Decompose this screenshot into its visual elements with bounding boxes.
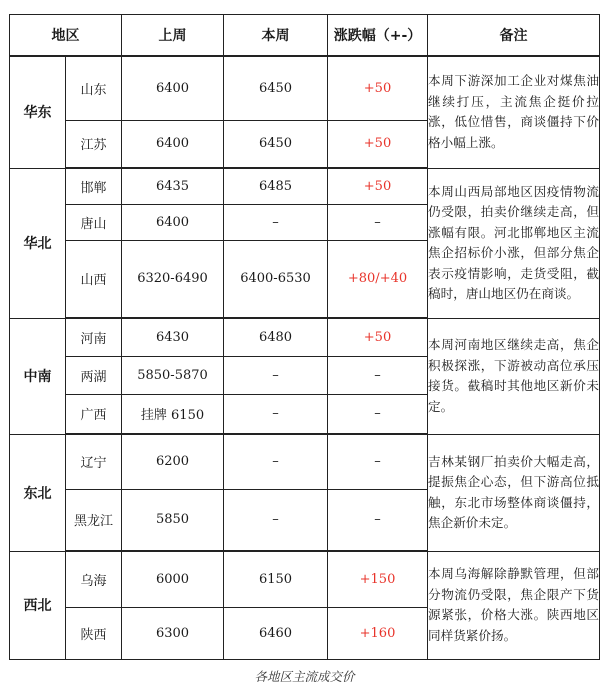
table-row [10,56,600,120]
change-cell: +50 [328,318,428,356]
change-cell: +50 [328,120,428,168]
this-week-cell: – [224,394,328,434]
last-week-cell: 6400 [122,204,224,240]
change-cell: – [328,434,428,489]
last-week-cell: 6320-6490 [122,240,224,318]
province-cell: 辽宁 [66,434,122,489]
remark-cell-dongbei: 吉林某钢厂拍卖价大幅走高，提振焦企心态，但下游高位抵触，东北市场整体商谈僵持，焦企新价未定。 [428,434,600,551]
change-cell: +160 [328,607,428,659]
region-cell-huadong: 华东 [10,56,66,168]
table-header-row [10,15,600,57]
header-last-week: 上周 [122,15,224,57]
change-cell: – [328,204,428,240]
province-cell: 邯郸 [66,168,122,204]
header-remark: 备注 [428,15,600,57]
table-row [10,434,600,489]
change-cell: +150 [328,551,428,607]
table-row [10,168,600,204]
region-cell-dongbei: 东北 [10,434,66,551]
change-cell: – [328,356,428,394]
last-week-cell: 6200 [122,434,224,489]
table-row [10,318,600,356]
province-cell: 乌海 [66,551,122,607]
last-week-cell: 5850 [122,489,224,551]
header-region: 地区 [10,15,122,57]
remark-cell-huadong: 本周下游深加工企业对煤焦油继续打压，主流焦企挺价拉涨，低位惜售，商谈僵持下价格小幅上涨。 [428,56,600,168]
province-cell: 山东 [66,56,122,120]
table-caption: 各地区主流成交价 [254,669,355,684]
province-cell: 陕西 [66,607,122,659]
header-this-week: 本周 [224,15,328,57]
this-week-cell: 6480 [224,318,328,356]
last-week-cell: 挂牌 6150 [122,394,224,434]
this-week-cell: 6150 [224,551,328,607]
this-week-cell: – [224,434,328,489]
province-cell: 江苏 [66,120,122,168]
last-week-cell: 6000 [122,551,224,607]
this-week-cell: 6450 [224,120,328,168]
table-row [10,551,600,607]
province-cell: 山西 [66,240,122,318]
header-change: 涨跌幅（+-） [328,15,428,57]
this-week-cell: 6485 [224,168,328,204]
province-cell: 两湖 [66,356,122,394]
this-week-cell: – [224,489,328,551]
province-cell: 唐山 [66,204,122,240]
remark-cell-xibei: 本周乌海解除静默管理，但部分物流仍受限，焦企限产下货源紧张，价格大涨。陕西地区同样货紧价扬。 [428,551,600,659]
change-cell: +50 [328,168,428,204]
price-table [9,14,600,660]
this-week-cell: – [224,356,328,394]
region-cell-huabei: 华北 [10,168,66,318]
province-cell: 河南 [66,318,122,356]
change-cell: +50 [328,56,428,120]
this-week-cell: – [224,204,328,240]
province-cell: 黑龙江 [66,489,122,551]
last-week-cell: 6400 [122,120,224,168]
remark-cell-huabei: 本周山西局部地区因疫情物流仍受限，拍卖价继续走高，但涨幅有限。河北邯郸地区主流焦企招标价小涨，但部分焦企表示疫情影响，走货受阻，截稿时，唐山地区仍在商谈。 [428,168,600,318]
this-week-cell: 6460 [224,607,328,659]
region-cell-zhongnan: 中南 [10,318,66,434]
last-week-cell: 5850-5870 [122,356,224,394]
region-cell-xibei: 西北 [10,551,66,659]
last-week-cell: 6300 [122,607,224,659]
change-cell: +80/+40 [328,240,428,318]
remark-cell-zhongnan: 本周河南地区继续走高，焦企积极探涨，下游被动高位承压接货。截稿时其他地区新价未定。 [428,318,600,434]
last-week-cell: 6430 [122,318,224,356]
change-cell: – [328,489,428,551]
this-week-cell: 6450 [224,56,328,120]
province-cell: 广西 [66,394,122,434]
change-cell: – [328,394,428,434]
last-week-cell: 6435 [122,168,224,204]
this-week-cell: 6400-6530 [224,240,328,318]
last-week-cell: 6400 [122,56,224,120]
